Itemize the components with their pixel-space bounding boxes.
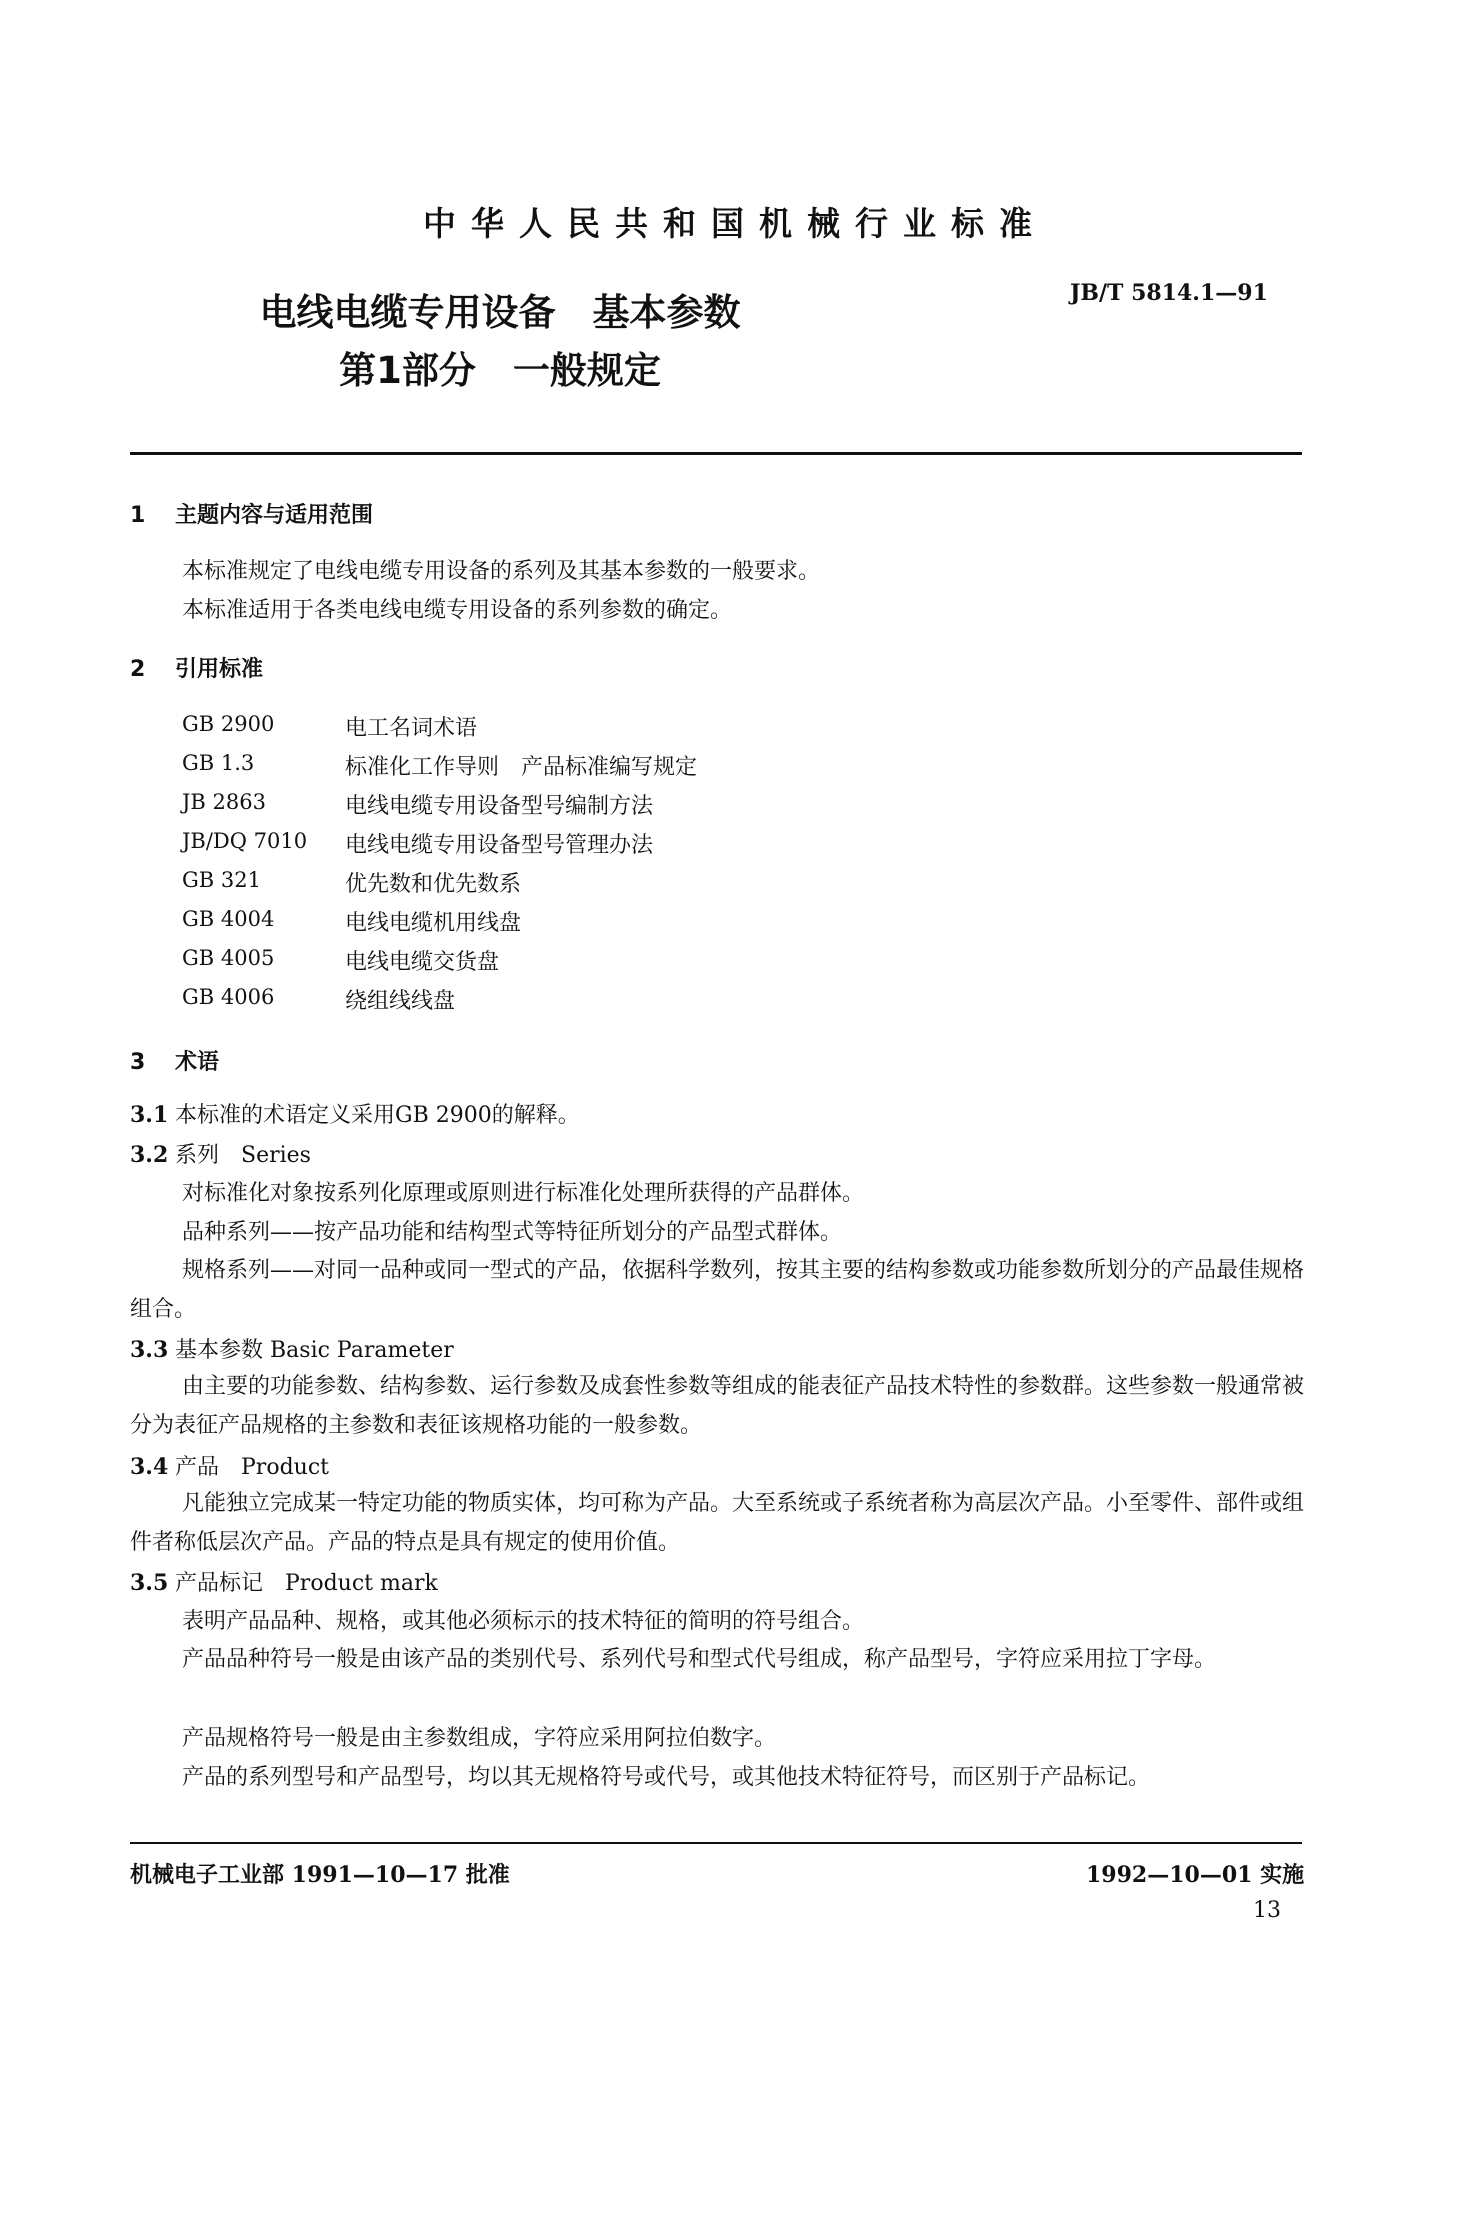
section-3-heading bbox=[130, 1045, 219, 1076]
section-1-heading bbox=[130, 498, 373, 529]
reference-code: GB 2900 bbox=[182, 712, 275, 736]
clause-3-5-heading bbox=[130, 1566, 438, 1601]
clause-title: 产品 Product bbox=[175, 1455, 329, 1480]
document-title-line2: 第1部分 一般规定 bbox=[339, 349, 661, 392]
clause-text: 本标准的术语定义采用GB 2900的解释。 bbox=[175, 1103, 580, 1128]
reference-code: GB 4005 bbox=[182, 946, 275, 970]
clause-number: 3.2 bbox=[130, 1142, 169, 1168]
reference-title: 电线电缆机用线盘 bbox=[345, 911, 522, 936]
clause-3-5-paragraph-2: 产品品种符号一般是由该产品的类别代号、系列代号和型式代号组成，称产品型号，字符应采用拉丁字母。 bbox=[182, 1647, 1217, 1672]
clause-3-1 bbox=[130, 1098, 580, 1133]
effective-date: 1992—10—01 实施 bbox=[1086, 1862, 1305, 1888]
clause-3-2-paragraph-2: 品种系列——按产品功能和结构型式等特征所划分的产品型式群体。 bbox=[182, 1220, 843, 1245]
reference-title: 电线电缆专用设备型号管理办法 bbox=[345, 833, 654, 858]
page-number: 13 bbox=[1253, 1898, 1281, 1923]
reference-code: JB 2863 bbox=[182, 790, 266, 814]
organization-name: 中华人民共和国机械行业标准 bbox=[423, 204, 1047, 243]
clause-3-5-paragraph-3: 产品规格符号一般是由主参数组成，字符应采用阿拉伯数字。 bbox=[182, 1726, 777, 1751]
clause-3-4-heading bbox=[130, 1450, 329, 1485]
reference-title: 电工名词术语 bbox=[345, 716, 478, 741]
section-number: 3 bbox=[130, 1050, 146, 1075]
clause-number: 3.1 bbox=[130, 1102, 169, 1128]
clause-3-2-paragraph-1: 对标准化对象按系列化原理或原则进行标准化处理所获得的产品群体。 bbox=[182, 1181, 865, 1206]
clause-title: 系列 Series bbox=[175, 1143, 311, 1168]
reference-code: GB 4006 bbox=[182, 985, 275, 1009]
header-divider bbox=[130, 452, 1302, 455]
section-1-paragraph-2: 本标准适用于各类电线电缆专用设备的系列参数的确定。 bbox=[182, 598, 733, 623]
standard-code: JB/T 5814.1—91 bbox=[1070, 280, 1268, 306]
clause-3-3-paragraph-1: 由主要的功能参数、结构参数、运行参数及成套性参数等组成的能表征产品技术特性的参数群。这些参数一般通常被分为表征产品规格的主参数和表征该规格功能的一般参数。 bbox=[130, 1374, 1305, 1438]
clause-number: 3.3 bbox=[130, 1337, 169, 1363]
reference-title: 标准化工作导则 产品标准编写规定 bbox=[345, 755, 698, 780]
section-title: 主题内容与适用范围 bbox=[175, 503, 374, 528]
document-title-line1: 电线电缆专用设备 基本参数 bbox=[259, 291, 741, 334]
section-title: 引用标准 bbox=[175, 657, 264, 682]
clause-number: 3.5 bbox=[130, 1570, 169, 1596]
section-title: 术语 bbox=[175, 1050, 220, 1075]
clause-title: 基本参数 Basic Parameter bbox=[175, 1338, 454, 1363]
reference-code: GB 321 bbox=[182, 868, 261, 892]
section-number: 2 bbox=[130, 657, 146, 682]
approval-statement: 机械电子工业部 1991—10—17 批准 bbox=[130, 1862, 510, 1888]
clause-3-3-heading bbox=[130, 1333, 454, 1368]
reference-title: 电线电缆专用设备型号编制方法 bbox=[345, 794, 654, 819]
section-2-heading bbox=[130, 652, 263, 683]
section-number: 1 bbox=[130, 503, 146, 528]
footer-divider bbox=[130, 1842, 1302, 1844]
reference-code: GB 1.3 bbox=[182, 751, 255, 775]
reference-title: 绕组线线盘 bbox=[345, 989, 456, 1014]
reference-code: GB 4004 bbox=[182, 907, 275, 931]
clause-3-5-paragraph-4: 产品的系列型号和产品型号，均以其无规格符号或代号，或其他技术特征符号，而区别于产品标记。 bbox=[182, 1765, 1151, 1790]
reference-code: JB/DQ 7010 bbox=[182, 829, 308, 853]
clause-3-2-heading bbox=[130, 1138, 311, 1173]
clause-number: 3.4 bbox=[130, 1454, 169, 1480]
section-1-paragraph-1: 本标准规定了电线电缆专用设备的系列及其基本参数的一般要求。 bbox=[182, 559, 821, 584]
reference-title: 电线电缆交货盘 bbox=[345, 950, 500, 975]
reference-title: 优先数和优先数系 bbox=[345, 872, 522, 897]
clause-title: 产品标记 Product mark bbox=[175, 1571, 438, 1596]
clause-3-5-paragraph-1: 表明产品品种、规格，或其他必须标示的技术特征的简明的符号组合。 bbox=[182, 1609, 865, 1634]
clause-3-2-paragraph-3: 规格系列——对同一品种或同一型式的产品，依据科学数列，按其主要的结构参数或功能参数所划分的产品最佳规格组合。 bbox=[130, 1258, 1305, 1322]
clause-3-4-paragraph-1: 凡能独立完成某一特定功能的物质实体，均可称为产品。大至系统或子系统者称为高层次产品。小至零件、部件或组件者称低层次产品。产品的特点是具有规定的使用价值。 bbox=[130, 1491, 1305, 1555]
